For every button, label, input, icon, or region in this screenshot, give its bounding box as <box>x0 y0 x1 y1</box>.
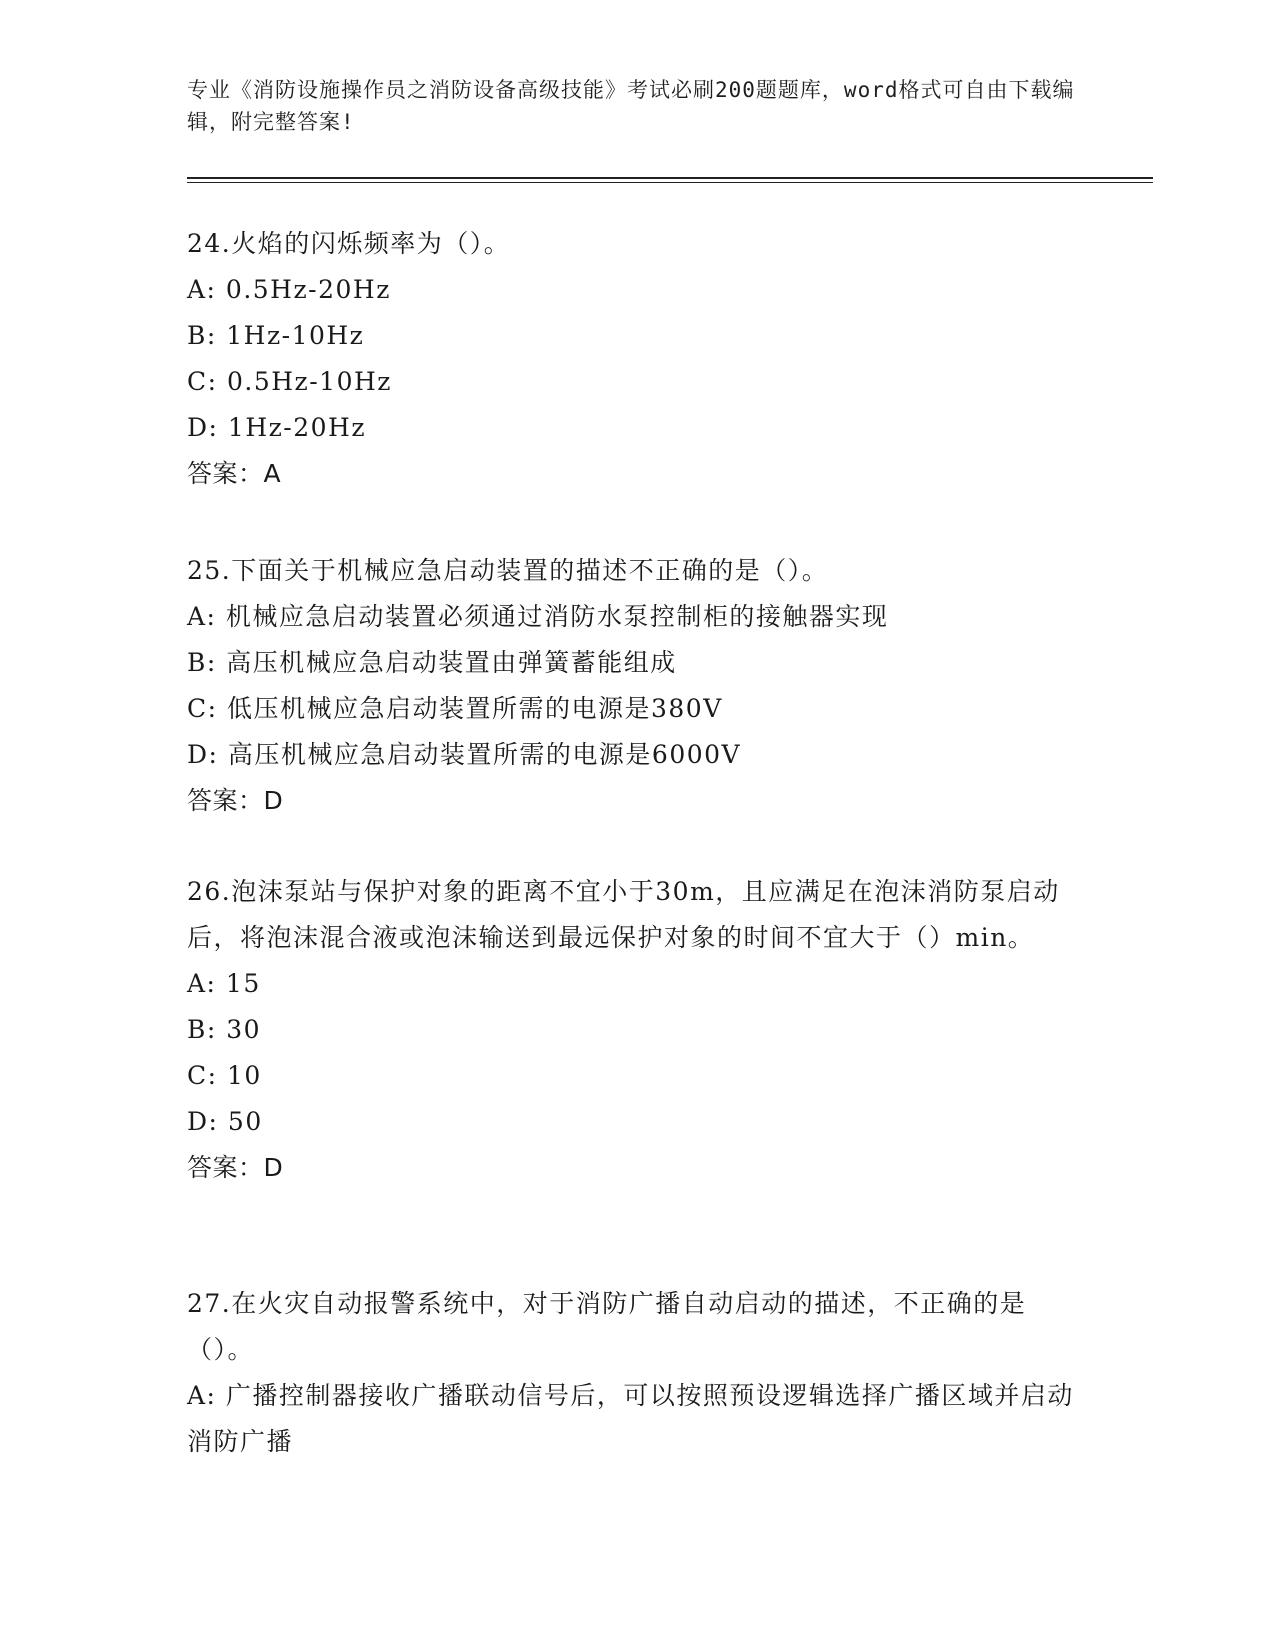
option-a: A: 0.5Hz-20Hz <box>187 275 391 304</box>
option-c: C: 0.5Hz-10Hz <box>187 367 392 396</box>
option-a: A: 15 <box>187 969 261 998</box>
header-divider-thick <box>187 177 1153 179</box>
question-26 <box>187 869 1087 1191</box>
option-b: B: 30 <box>187 1015 262 1044</box>
option-d: D: 高压机械应急启动装置所需的电源是6000V <box>187 740 742 769</box>
header-text: 专业《消防设施操作员之消防设备高级技能》考试必刷200题题库，word格式可自由下载编辑，附完整答案! <box>187 78 1075 134</box>
option-c: C: 低压机械应急启动装置所需的电源是380V <box>187 694 723 723</box>
option-b: B: 高压机械应急启动装置由弹簧蓄能组成 <box>187 648 677 677</box>
option-a: A: 机械应急启动装置必须通过消防水泵控制柜的接触器实现 <box>187 602 889 631</box>
question-stem: 27.在火灾自动报警系统中，对于消防广播自动启动的描述，不正确的是（）。 <box>187 1289 1027 1364</box>
answer: 答案：D <box>187 786 284 815</box>
option-d: D: 50 <box>187 1107 263 1136</box>
option-d: D: 1Hz-20Hz <box>187 413 367 442</box>
header-divider-thin <box>187 182 1153 183</box>
question-stem: 24.火焰的闪烁频率为（）。 <box>187 229 511 258</box>
question-stem: 26.泡沫泵站与保护对象的距离不宜小于30m，且应满足在泡沫消防泵启动后，将泡沫混合液或泡沫输送到最远保护对象的时间不宜大于（）min。 <box>187 877 1060 952</box>
option-a: A: 广播控制器接收广播联动信号后，可以按照预设逻辑选择广播区域并启动消防广播 <box>187 1381 1074 1456</box>
question-24 <box>187 221 1087 497</box>
answer: 答案：A <box>187 459 282 488</box>
question-stem: 25.下面关于机械应急启动装置的描述不正确的是（）。 <box>187 556 829 585</box>
option-c: C: 10 <box>187 1061 262 1090</box>
answer: 答案：D <box>187 1153 284 1182</box>
option-b: B: 1Hz-10Hz <box>187 321 365 350</box>
question-27 <box>187 1281 1087 1465</box>
document-header <box>187 74 1087 138</box>
question-25 <box>187 548 1087 824</box>
